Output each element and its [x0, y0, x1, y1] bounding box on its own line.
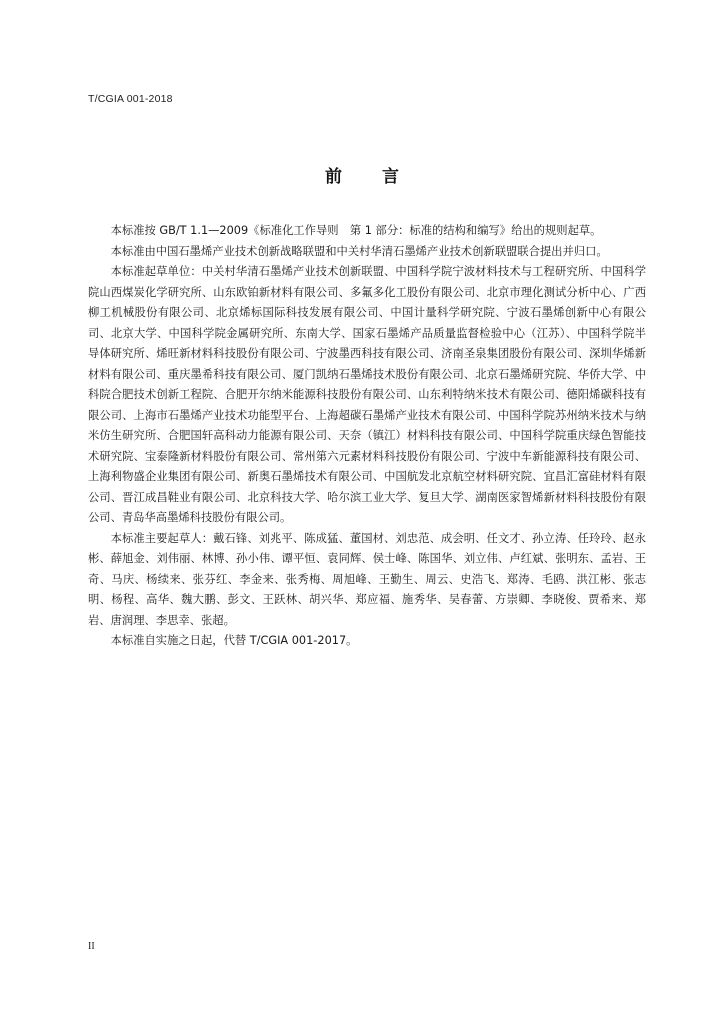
document-code: T/CGIA 001-2018 [88, 93, 173, 105]
page-number: II [88, 941, 95, 952]
paragraph-drafting-units: 本标准起草单位：中关村华清石墨烯产业技术创新联盟、中国科学院宁波材料技术与工程研究所、中国科学院山西煤炭化学研究所、山东欧铂新材料有限公司、多氟多化工股份有限公司、北京市理化测试分析中心、广西柳工机械股份有限公司、北京烯标国际科技发展有限公司、中国计量科学研究院、宁波石墨烯创新中心有限公司、北京大学、中国科学院金属研究所、东南大学、国家石墨烯产品质量监督检验中心（江苏）、中国科学院半导体研究所、烯旺新材料科技股份有限公司、宁波墨西科技有限公司、济南圣泉集团股份有限公司、深圳华烯新材料有限公司、重庆墨希科技有限公司、厦门凯纳石墨烯技术股份有限公司、北京石墨烯研究院、华侨大学、中科院合肥技术创新工程院、合肥开尔纳米能源科技股份有限公司、山东利特纳米技术有限公司、德阳烯碳科技有限公司、上海市石墨烯产业技术功能型平台、上海超碳石墨烯产业技术有限公司、中国科学院苏州纳米技术与纳米仿生研究所、合肥国轩高科动力能源有限公司、天奈（镇江）材料科技有限公司、中国科学院重庆绿色智能技术研究院、宝泰隆新材料股份有限公司、常州第六元素材料科技股份有限公司、宁波中车新能源科技有限公司、上海利物盛企业集团有限公司、新奥石墨烯技术有限公司、中国航发北京航空材料研究院、宜昌汇富硅材料有限公司、晋江成昌鞋业有限公司、北京科技大学、哈尔滨工业大学、复旦大学、湖南医家智烯新材料科技股份有限公司、青岛华高墨烯科技股份有限公司。 [88, 265, 646, 524]
paragraph-standard-basis: 本标准按 GB/T 1.1—2009《标准化工作导则 第 1 部分：标准的结构和编写》给出的规则起草。 [110, 224, 602, 237]
paragraph-replacement: 本标准自实施之日起，代替 T/CGIA 001-2017。 [110, 634, 358, 647]
section-title: 前言 [325, 167, 439, 187]
paragraph-drafters: 本标准主要起草人：戴石锋、刘兆平、陈成猛、董国材、刘忠范、成会明、任文才、孙立涛、任玲玲、赵永彬、薛旭金、刘伟丽、林博、孙小伟、谭平恒、袁同辉、侯士峰、陈国华、刘立伟、卢红斌、张明东、孟岩、王奇、马庆、杨续来、张芬红、李金来、张秀梅、周旭峰、王勤生、周云、史浩飞、郑涛、毛鸥、洪江彬、张志明、杨程、高华、魏大鹏、彭文、王跃林、胡兴华、郑应福、施秀华、吴春蕾、方崇卿、李晓俊、贾希来、郑岩、唐润理、李思幸、张超。 [88, 531, 646, 627]
foreword-body [88, 221, 646, 652]
paragraph-proposer: 本标准由中国石墨烯产业技术创新战略联盟和中关村华清石墨烯产业技术创新联盟联合提出并归口。 [110, 244, 608, 258]
